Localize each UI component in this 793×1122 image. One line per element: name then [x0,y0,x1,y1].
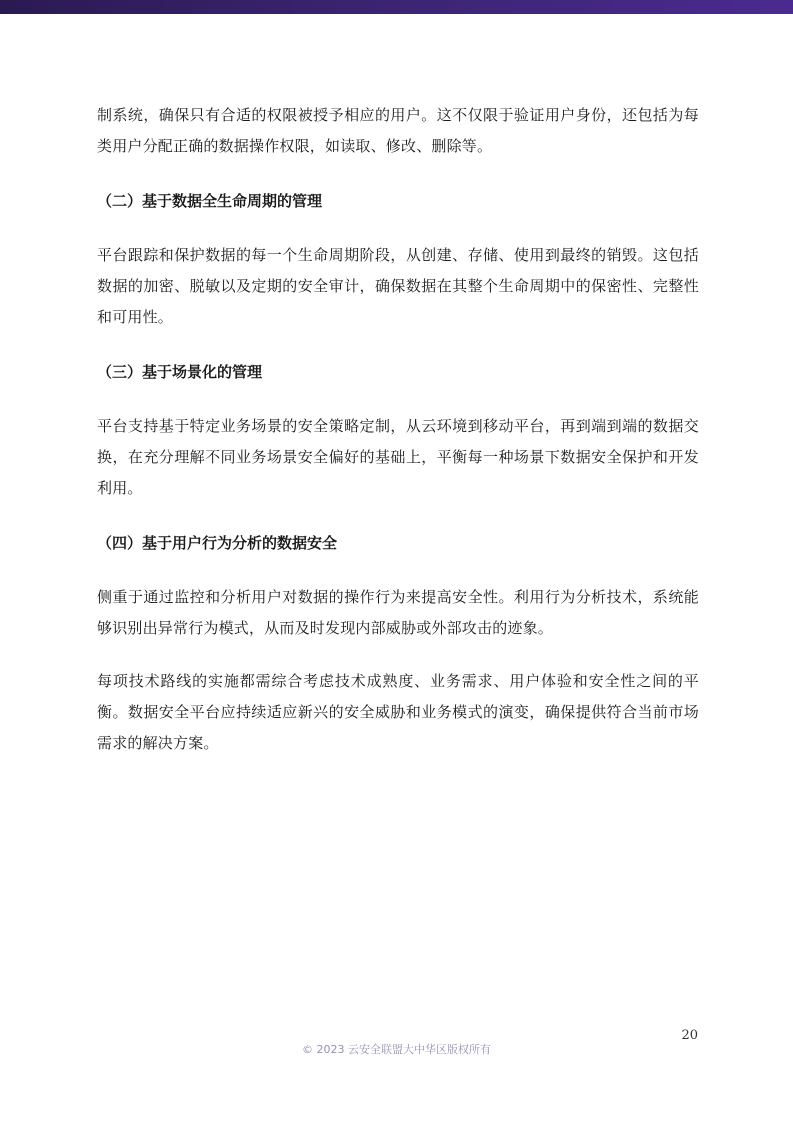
paragraph-access-control: 制系统，确保只有合适的权限被授予相应的用户。这不仅限于验证用户身份，还包括为每类用户分配正确的数据操作权限，如读取、修改、删除等。 [97,106,699,155]
paragraph-summary: 每项技术路线的实施都需综合考虑技术成熟度、业务需求、用户体验和安全性之间的平衡。数据安全平台应持续适应新兴的安全威胁和业务模式的演变，确保提供符合当前市场需求的解决方案。 [97,672,699,752]
paragraph-lifecycle: 平台跟踪和保护数据的每一个生命周期阶段，从创建、存储、使用到最终的销毁。这包括数据的加密、脱敏以及定期的安全审计，确保数据在其整个生命周期中的保密性、完整性和可用性。 [97,246,699,326]
copyright-footer: © 2023 云安全联盟大中华区版权所有 [302,1043,491,1056]
paragraph-user-behavior: 侧重于通过监控和分析用户对数据的操作行为来提高安全性。利用行为分析技术，系统能够识别出异常行为模式，从而及时发现内部威胁或外部攻击的迹象。 [97,588,699,637]
document-body [97,100,699,759]
section-heading-scenario: （三）基于场景化的管理 [97,363,263,381]
header-band [0,0,793,14]
page-number: 20 [681,1028,698,1043]
paragraph-scenario: 平台支持基于特定业务场景的安全策略定制，从云环境到移动平台，再到端到端的数据交换，在充分理解不同业务场景安全偏好的基础上，平衡每一种场景下数据安全保护和开发利用。 [97,417,699,497]
section-heading-lifecycle: （二）基于数据全生命周期的管理 [97,192,323,210]
section-heading-user-behavior: （四）基于用户行为分析的数据安全 [97,534,338,552]
